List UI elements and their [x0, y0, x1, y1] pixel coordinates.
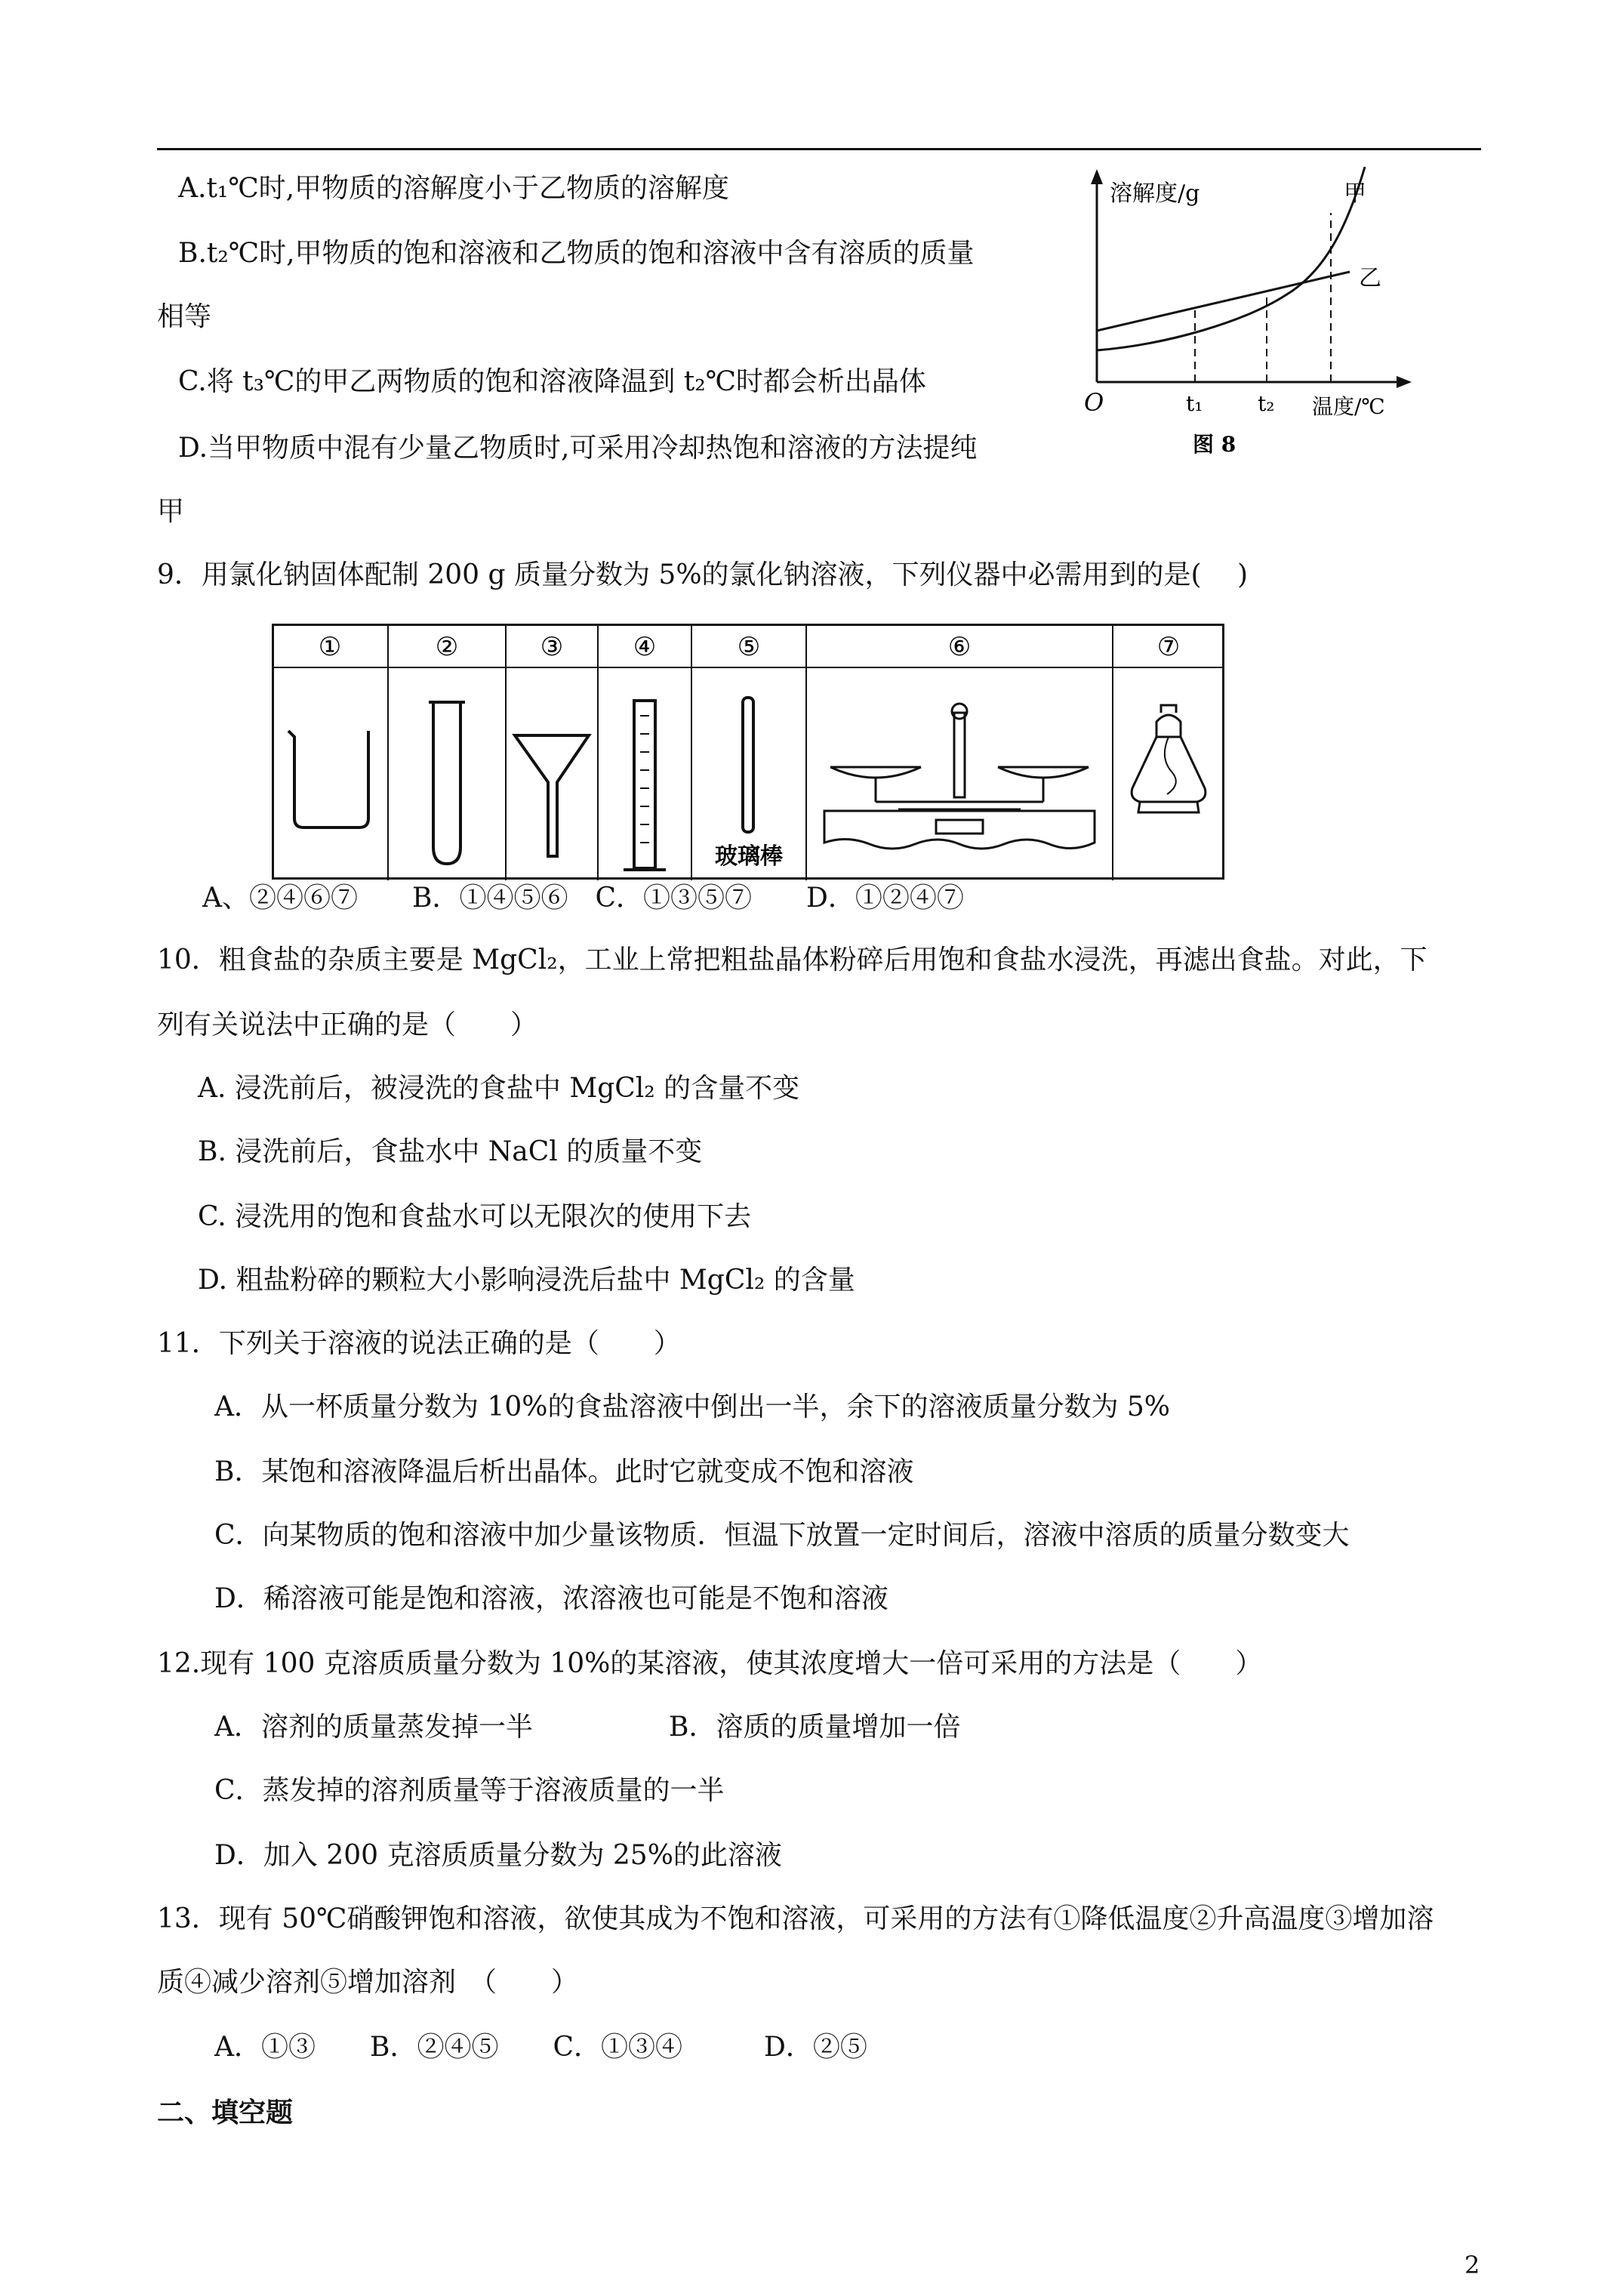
q8-option-b: B.t₂℃时,甲物质的饱和溶液和乙物质的饱和溶液中含有溶质的质量	[178, 238, 975, 269]
q10-option-a: A. 浸洗前后，被浸洗的食盐中 MgCl₂ 的含量不变	[198, 1073, 800, 1104]
apparatus-header-1: ①	[318, 632, 342, 662]
q12-option-b: B．溶质的质量增加一倍	[669, 1712, 961, 1743]
q8-option-a: A.t₁℃时,甲物质的溶解度小于乙物质的溶解度	[178, 173, 730, 204]
q10-option-c: C. 浸洗用的饱和食盐水可以无限次的使用下去	[198, 1201, 752, 1232]
q10-option-b: B. 浸洗前后，食盐水中 NaCl 的质量不变	[198, 1136, 703, 1167]
q8-option-c: C.将 t₃℃的甲乙两物质的饱和溶液降温到 t₂℃时都会析出晶体	[178, 366, 926, 397]
apparatus-table	[272, 624, 1224, 880]
q8-option-d-cont: 甲	[157, 496, 185, 527]
q13-options: A．①③ B．②④⑤ C．①③④ D．②⑤	[214, 2032, 867, 2063]
tick-t1: t₁	[1186, 391, 1203, 416]
alcohol-lamp-icon	[1132, 705, 1206, 812]
q9-options: A、②④⑥⑦ B．①④⑤⑥ C．①③⑤⑦ D．①②④⑦	[202, 883, 964, 914]
apparatus-header-6: ⑥	[947, 632, 972, 662]
graduated-cylinder-icon	[624, 701, 666, 870]
apparatus-header-7: ⑦	[1156, 632, 1181, 662]
curve-jia-label: 甲	[1344, 180, 1366, 207]
q10-option-d: D. 粗盐粉碎的颗粒大小影响浸洗后盐中 MgCl₂ 的含量	[198, 1265, 855, 1296]
glass-rod-label: 玻璃棒	[715, 843, 783, 870]
q11-option-d: D．稀溶液可能是饱和溶液，浓溶液也可能是不饱和溶液	[214, 1583, 888, 1614]
apparatus-header-4: ④	[633, 632, 657, 662]
apparatus-header-5: ⑤	[737, 632, 761, 662]
curve-yi-label: 乙	[1359, 265, 1381, 291]
q13-stem: 13．现有 50℃硝酸钾饱和溶液，欲使其成为不饱和溶液，可采用的方法有①降低温度②升高温度③增加溶	[157, 1903, 1434, 1934]
q11-stem: 11．下列关于溶液的说法正确的是（ ）	[157, 1328, 681, 1359]
q11-option-c: C．向某物质的饱和溶液中加少量该物质．恒温下放置一定时间后，溶液中溶质的质量分数变大	[214, 1520, 1350, 1551]
curve-yi	[1097, 272, 1350, 331]
y-axis-arrow	[1091, 169, 1103, 184]
test-tube-icon	[429, 702, 465, 864]
q8-option-b-cont: 相等	[157, 301, 212, 332]
q12-option-a: A．溶剂的质量蒸发掉一半	[214, 1712, 533, 1743]
glass-rod-icon	[743, 698, 753, 832]
funnel-icon	[515, 735, 589, 856]
tick-t2: t₂	[1258, 391, 1275, 416]
balance-scale-icon	[824, 704, 1095, 849]
table-border	[273, 625, 1224, 879]
figure-caption: 图 8	[1193, 432, 1236, 457]
y-axis-label: 溶解度/g	[1110, 180, 1200, 207]
q13-stem-cont: 质④减少溶剂⑤增加溶剂 （ ）	[157, 1967, 579, 1998]
origin-label: O	[1084, 388, 1104, 417]
q9-stem: 9．用氯化钠固体配制 200 g 质量分数为 5%的氯化钠溶液，下列仪器中必需用到的是( )	[157, 559, 1249, 590]
apparatus-header-2: ②	[435, 632, 459, 662]
figure-8-solubility-chart	[1063, 163, 1418, 480]
page-number: 2	[1464, 2251, 1480, 2279]
x-axis-arrow	[1397, 376, 1412, 388]
apparatus-header-3: ③	[540, 632, 564, 662]
q10-stem: 10．粗食盐的杂质主要是 MgCl₂，工业上常把粗盐晶体粉碎后用饱和食盐水浸洗，再滤出食盐。对此，下	[157, 945, 1427, 975]
x-axis-label: 温度/℃	[1312, 394, 1385, 419]
q12-stem: 12.现有 100 克溶质质量分数为 10%的某溶液，使其浓度增大一倍可采用的方法是（ ）	[157, 1648, 1263, 1679]
q8-option-d: D.当甲物质中混有少量乙物质时,可采用冷却热饱和溶液的方法提纯	[178, 433, 978, 464]
section-heading: 二、填空题	[157, 2097, 294, 2128]
q11-option-b: B．某饱和溶液降温后析出晶体。此时它就变成不饱和溶液	[214, 1456, 914, 1487]
beaker-icon	[288, 731, 368, 827]
q12-option-c: C．蒸发掉的溶剂质量等于溶液质量的一半	[214, 1775, 725, 1806]
q11-option-a: A．从一杯质量分数为 10%的食盐溶液中倒出一半，余下的溶液质量分数为 5%	[214, 1391, 1171, 1422]
q12-option-d: D．加入 200 克溶质质量分数为 25%的此溶液	[214, 1840, 782, 1871]
header-rule	[157, 148, 1481, 150]
q10-stem-cont: 列有关说法中正确的是（ ）	[157, 1009, 538, 1040]
